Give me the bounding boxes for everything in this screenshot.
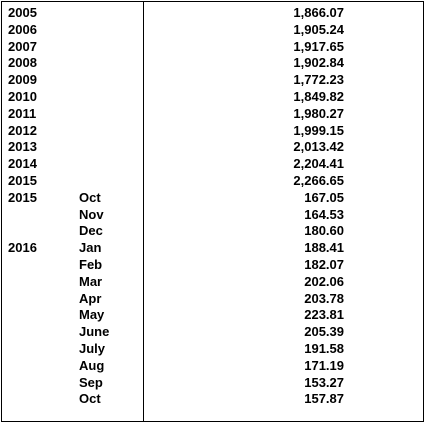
month-cell: Dec xyxy=(79,223,103,239)
value-cell: 1,849.82 xyxy=(293,88,344,104)
year-cell: 2006 xyxy=(8,21,37,37)
month-cell: May xyxy=(79,307,105,323)
month-cell: Mar xyxy=(79,273,103,289)
month-cell: July xyxy=(79,340,106,356)
value-cell: 188.41 xyxy=(304,240,344,256)
table-row xyxy=(2,5,423,22)
year-cell: 2009 xyxy=(8,72,37,88)
value-cell: 191.58 xyxy=(304,340,344,356)
month-cell: Oct xyxy=(79,189,101,205)
value-cell: 167.05 xyxy=(304,189,344,205)
table-row xyxy=(2,274,423,291)
month-cell: Apr xyxy=(79,290,102,306)
value-cell: 182.07 xyxy=(304,256,344,272)
table-row xyxy=(2,139,423,156)
value-cell: 223.81 xyxy=(304,307,344,323)
value-cell: 153.27 xyxy=(304,374,344,390)
value-cell: 203.78 xyxy=(304,290,344,306)
year-cell: 2005 xyxy=(8,5,37,20)
table-row xyxy=(2,223,423,240)
table-row xyxy=(2,123,423,140)
table-row xyxy=(2,257,423,274)
year-cell: 2015 xyxy=(8,172,37,188)
table-row xyxy=(2,375,423,392)
value-cell: 205.39 xyxy=(304,324,344,340)
value-cell: 202.06 xyxy=(304,273,344,289)
table-row xyxy=(2,391,423,408)
table-row xyxy=(2,39,423,56)
month-cell: Aug xyxy=(79,357,105,373)
year-cell: 2013 xyxy=(8,139,37,155)
value-cell: 171.19 xyxy=(304,357,344,373)
table-row xyxy=(2,291,423,308)
month-cell: Jan xyxy=(79,240,102,256)
month-cell: Oct xyxy=(79,391,101,407)
data-table xyxy=(1,1,424,422)
month-cell: June xyxy=(79,324,110,340)
year-cell: 2016 xyxy=(8,240,37,256)
value-cell: 2,013.42 xyxy=(293,139,344,155)
value-cell: 1,902.84 xyxy=(293,55,344,71)
year-cell: 2008 xyxy=(8,55,37,71)
value-cell: 164.53 xyxy=(304,206,344,222)
table-row xyxy=(2,307,423,324)
value-cell: 1,866.07 xyxy=(293,5,344,20)
year-cell: 2011 xyxy=(8,105,37,121)
table-row xyxy=(2,89,423,106)
value-cell: 157.87 xyxy=(304,391,344,407)
table-row xyxy=(2,207,423,224)
value-cell: 1,980.27 xyxy=(293,105,344,121)
table-body xyxy=(2,5,423,408)
table-row xyxy=(2,156,423,173)
month-cell: Sep xyxy=(79,374,103,390)
year-cell: 2014 xyxy=(8,156,37,172)
value-cell: 180.60 xyxy=(304,223,344,239)
year-cell: 2007 xyxy=(8,38,37,54)
table-row xyxy=(2,324,423,341)
value-cell: 2,204.41 xyxy=(293,156,344,172)
table-row xyxy=(2,106,423,123)
year-cell: 2010 xyxy=(8,88,37,104)
value-cell: 1,999.15 xyxy=(293,122,344,138)
value-cell: 1,772.23 xyxy=(293,72,344,88)
table-row xyxy=(2,55,423,72)
table-row xyxy=(2,22,423,39)
table-row xyxy=(2,72,423,89)
table-row xyxy=(2,173,423,190)
value-cell: 1,917.65 xyxy=(293,38,344,54)
year-cell: 2015 xyxy=(8,189,37,205)
value-cell: 1,905.24 xyxy=(293,21,344,37)
year-cell: 2012 xyxy=(8,122,37,138)
table-row xyxy=(2,358,423,375)
value-cell: 2,266.65 xyxy=(293,172,344,188)
table-row xyxy=(2,240,423,257)
table-row xyxy=(2,190,423,207)
table-row xyxy=(2,341,423,358)
month-cell: Feb xyxy=(79,256,103,272)
month-cell: Nov xyxy=(79,206,104,222)
